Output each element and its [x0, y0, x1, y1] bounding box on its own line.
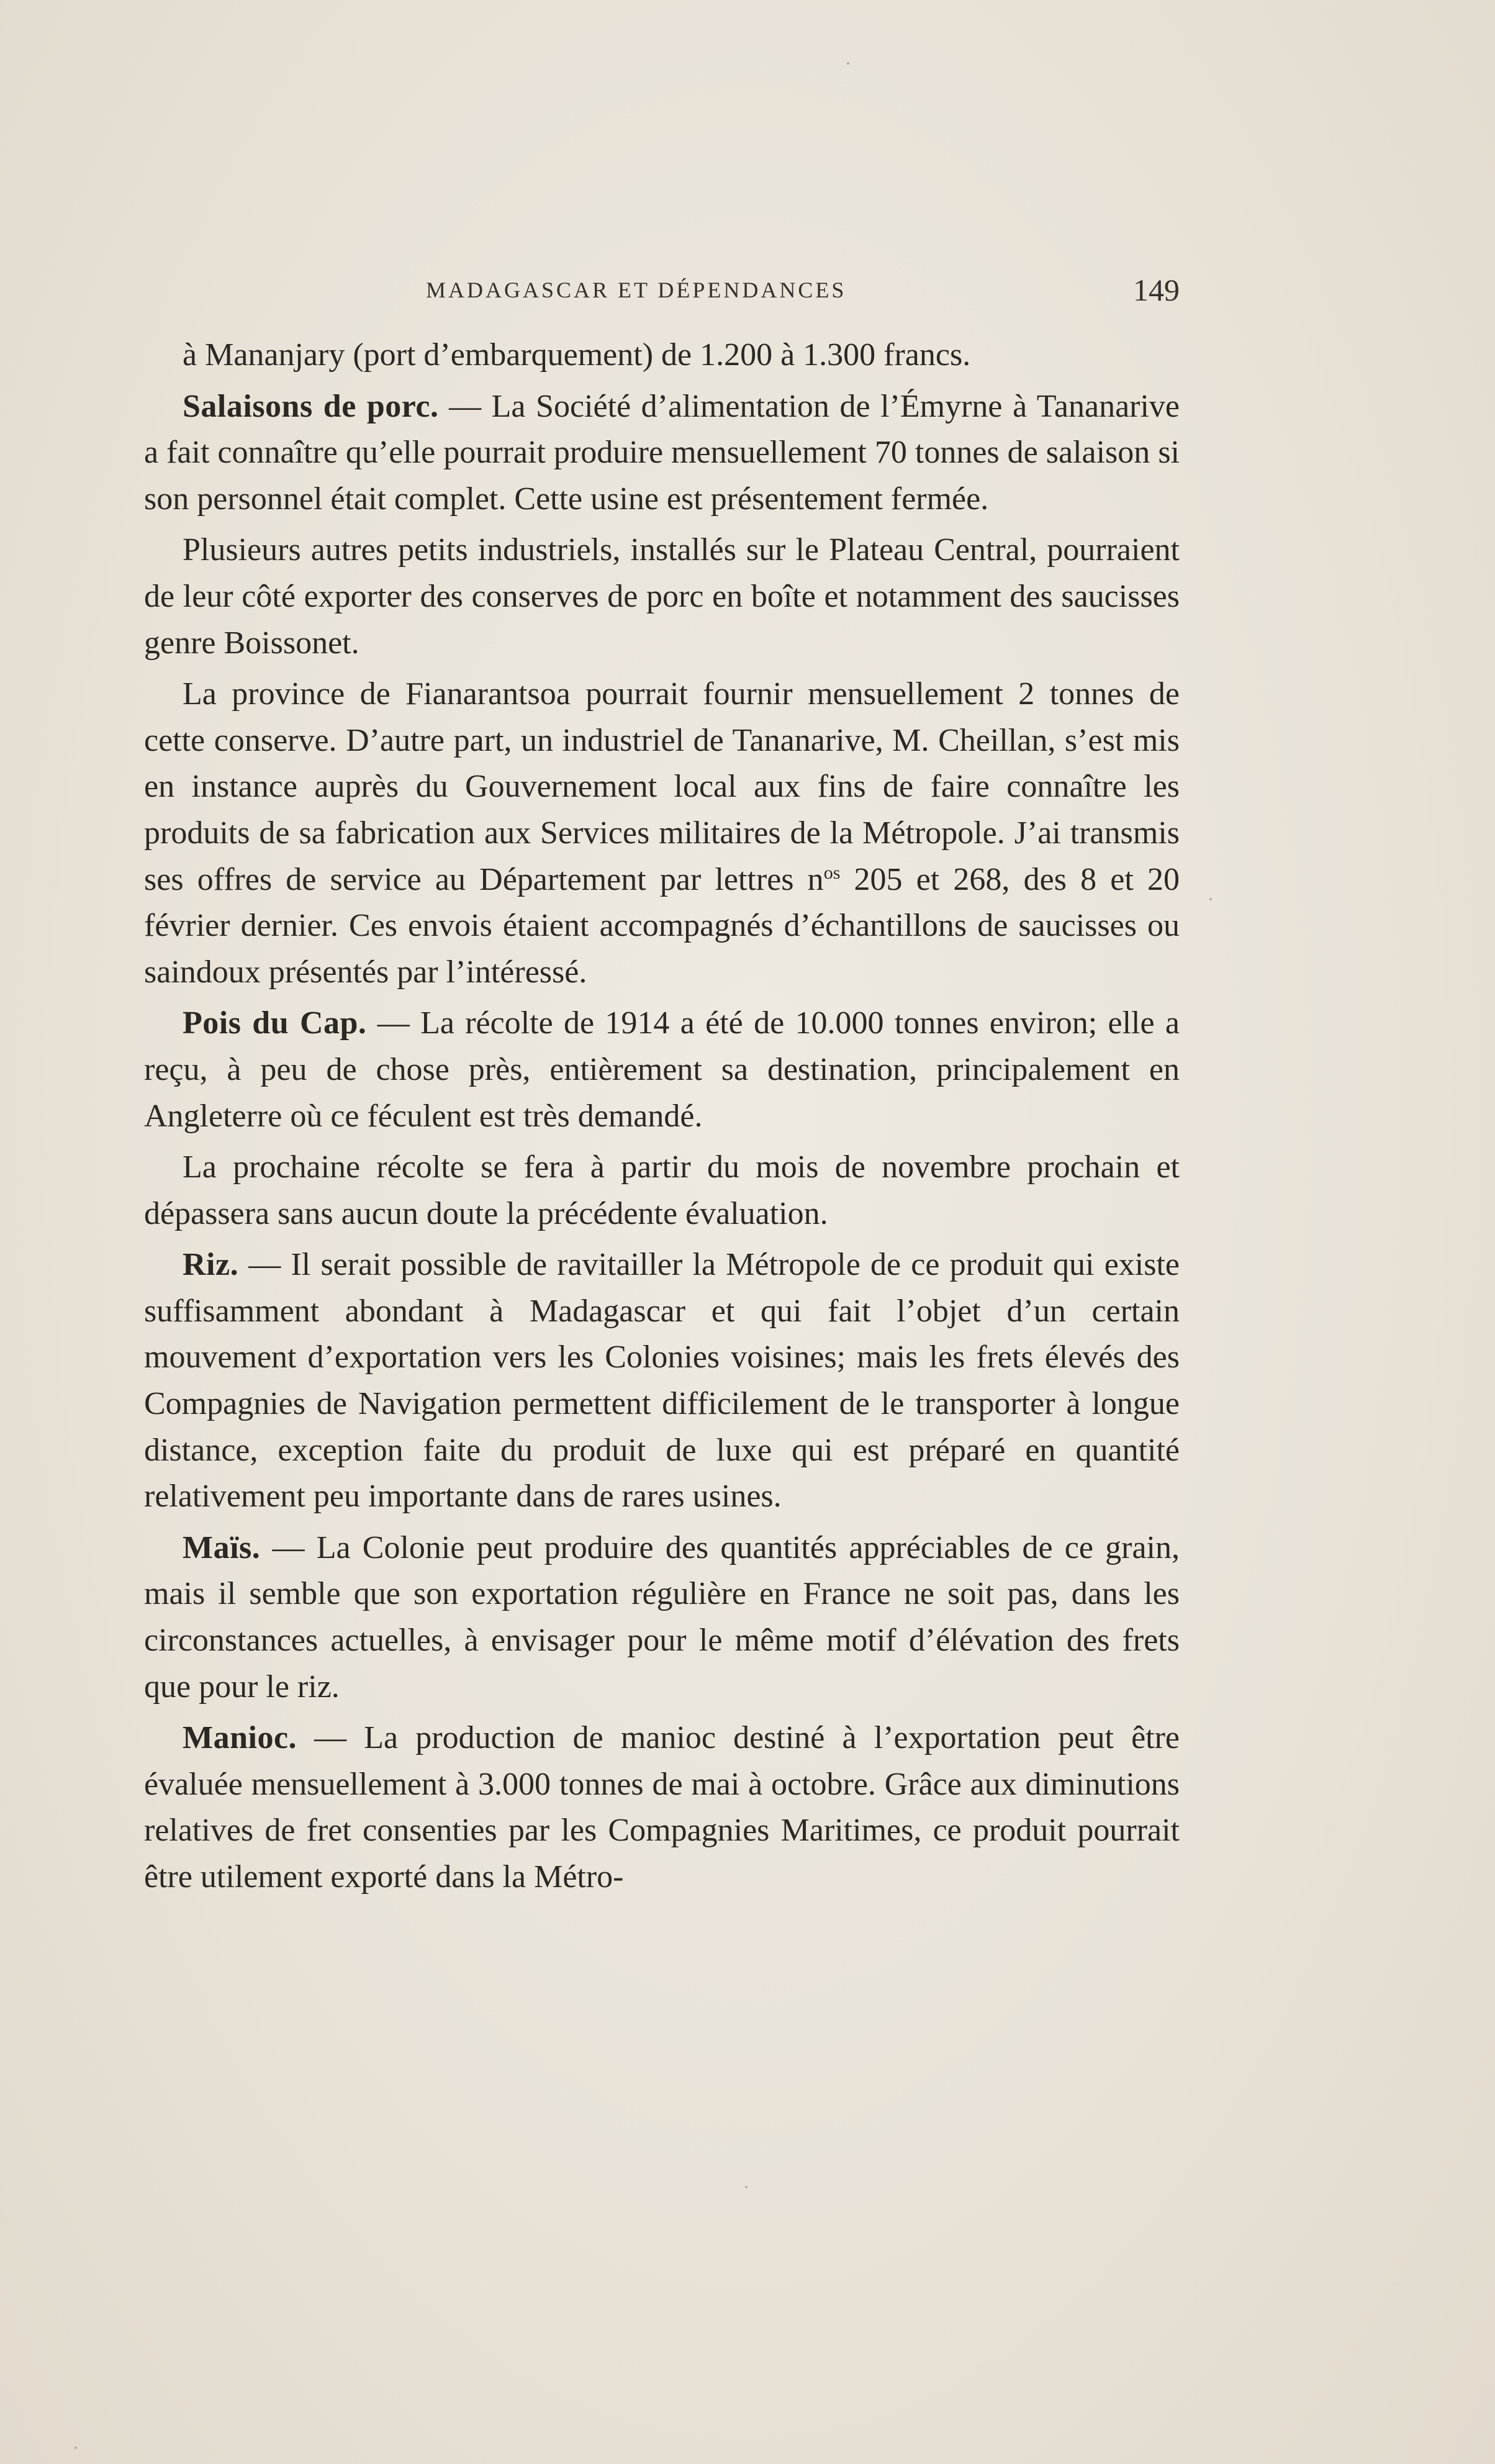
paragraph-mais: Maïs. — La Colonie peut produire des quantités appréciables de ce grain, mais il semble que son exportation régulière en France ne soit pas, dans les circonstances actuelles, à envisager pour le même motif d’élévation des frets que pour le riz. [144, 1529, 1180, 1705]
section-lead-riz: Riz. [183, 1247, 239, 1283]
section-lead-mais: Maïs. [183, 1529, 261, 1565]
paragraph-industriels: Plusieurs autres petits industriels, installés sur le Plateau Central, pourraient de leur côté exporter des conserves de porc en boîte et notamment des saucisses genre Boissonet. [144, 532, 1180, 661]
section-lead-salaisons: Salaisons de porc. [183, 388, 439, 424]
paper-speck [75, 2447, 77, 2449]
paper-speck [745, 2186, 747, 2188]
body-text [144, 332, 1180, 1901]
page-number: 149 [1133, 273, 1180, 307]
section-lead-pois-du-cap: Pois du Cap. [183, 1005, 367, 1041]
paragraph-prochaine-recolte: La prochaine récolte se fera à partir du mois de novembre prochain et dépassera sans aucun doute la précédente évaluation. [144, 1149, 1180, 1231]
running-title: MADAGASCAR ET DÉPENDANCES [426, 278, 847, 302]
paragraph-fianarantsoa: La province de Fianarantsoa pourrait fournir mensuellement 2 tonnes de cette conserve. D’autre part, un industriel de Tananarive, M. Cheillan, s’est mis en instance auprès du Gouvernement local aux fins de faire connaître les produits de sa fabrication aux Services militaires de la Métropole. J’ai transmis ses offres de service au Département par lettres $n^{os}$ 205 et 268, des 8 et 20 février dernier. Ces envois étaient accompagnés d’échantillons de saucisses ou saindoux présentés par l’intéressé. [144, 676, 1180, 990]
superscript-os: os [823, 862, 841, 883]
paper-speck [1209, 898, 1212, 900]
section-lead-manioc: Manioc. [183, 1720, 297, 1756]
running-head [147, 272, 1180, 309]
paragraph-riz: Riz. — Il serait possible de ravitailler la Métropole de ce produit qui existe suffisamment abondant à Madagascar et qui fait l’objet d’un certain mouvement d’exportation vers les Colonies voisines; mais les frets élevés des Compagnies de Navigation permettent difficilement de le transporter à longue distance, exception faite du produit de luxe qui est préparé en quantité relativement peu importante dans de rares usines. [144, 1247, 1180, 1515]
paragraph-salaisons: Salaisons de porc. — La Société d’alimentation de l’Émyrne à Tananarive a fait connaître qu’elle pourrait produire mensuellement 70 tonnes de salaison si son personnel était complet. Cette usine est présentement fermée. [144, 388, 1180, 517]
paper-speck [847, 62, 849, 65]
paragraph-continuation: à Mananjary (port d’embarquement) de 1.200 à 1.300 francs. [183, 337, 971, 373]
paragraph-manioc: Manioc. — La production de manioc destiné à l’exportation peut être évaluée mensuellement à 3.000 tonnes de mai à octobre. Grâce aux diminutions relatives de fret consenties par les Compagnies Maritimes, ce produit pourrait être utilement exporté dans la Métro- [144, 1720, 1180, 1895]
paragraph-pois-du-cap: Pois du Cap. — La récolte de 1914 a été de 10.000 tonnes environ; elle a reçu, à peu de chose près, entièrement sa destination, principalement en Angleterre où ce féculent est très demandé. [144, 1005, 1180, 1134]
